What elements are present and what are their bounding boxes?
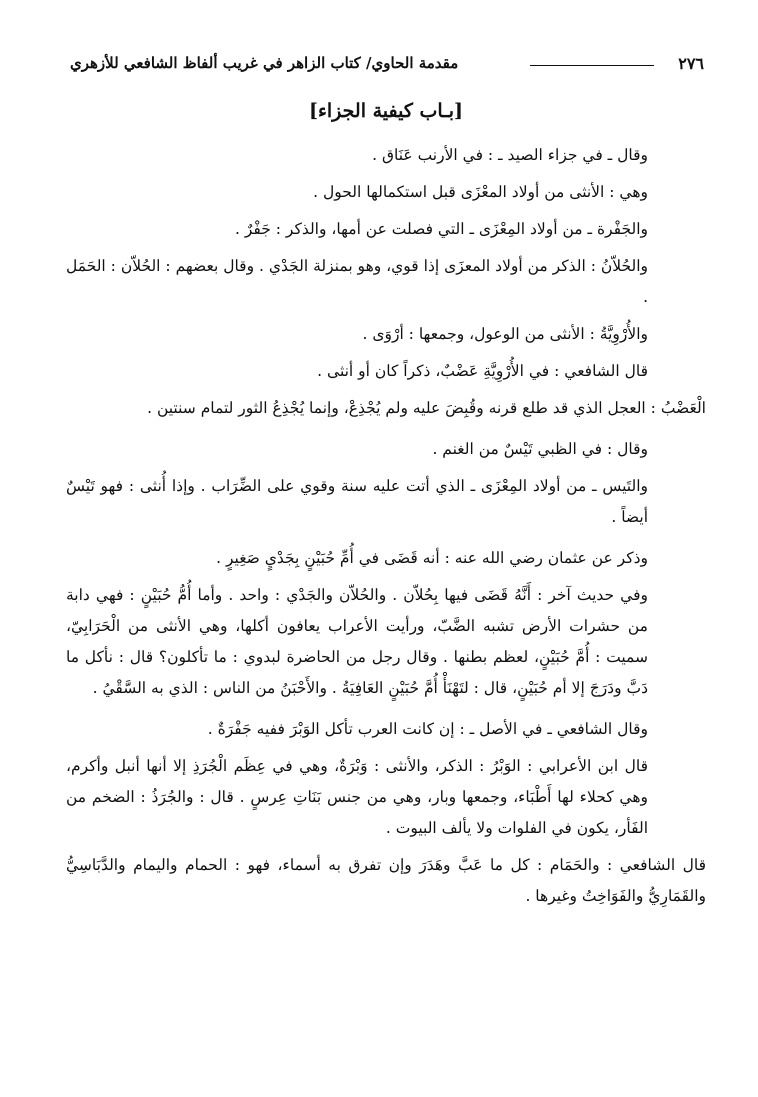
paragraph: الْعَضْبُ : العجل الذي قد طلع قرنه وقُبِضَ عليه ولم يُجْذِعْ، وإنما يُجْذِعُ الثور لتمام سنتين . [147, 399, 706, 417]
paragraph: والتَيس ـ من أولاد المِعْزَى ـ الذي أتت عليه سنة وقوي على الضِّرَاب . وإذا أُنثى : فهو تَيْسٌ أيضاً . [66, 477, 648, 526]
paragraph: والحُلاّنُ : الذكر من أولاد المعزَى إذا قوي، وهو بمنزلة الجَدْي . وقال بعضهم : الحُلاّن : الحَمَل . [66, 257, 648, 306]
running-header [66, 52, 706, 78]
paragraph: والجَفْرة ـ من أولاد المِعْزَى ـ التي فصلت عن أمها، والذكر : جَفْرٌ . [234, 220, 648, 238]
paragraph: وذكر عن عثمان رضي الله عنه : أنه قَضَى في أُمِّ حُبَيْنٍ بِجَدْيٍ صَغِيرٍ . [216, 549, 648, 567]
paragraph: قال ابن الأعرابي : الوَبْرُ : الذكر، والأنثى : وَبْرَةٌ، وهي في عِظَم الْجُرَذِ إلا أنها أنبل وأكرم، وهي كحلاء لها أَطْبَاء، وجمعها وبار، وهي من جنس بَنَاتِ عِرسٍ . قال : والجُرَذُ : الضخم من الفَأر، يكون في الفلوات ولا يألف البيوت . [66, 757, 648, 837]
paragraph: وفي حديث آخر : أَنَّهُ قَضَى فيها بِحُلاّن . والحُلاّن والجَدْي : واحد . وأما أُمُّ حُبَيْنٍ : فهي دابة من حشرات الأرض تشبه الضَّبّ، ورأيت الأعراب يعافون أكلها، وهي الأنثى من الْحَرَابِيّ، سميت : أُمَّ حُبَيْنٍ، لعظم بطنها . وقال رجل من الحاضرة لبدوي : ما تأكلون؟ قال : نأكل ما دَبَّ ودَرَجَ إلا أم حُبَيْنٍ، قال : لتَهْنَأْ أُمَّ حُبَيْنٍ العَافِيَةُ . والأَحْبَنُ من الناس : الذي به السَّقْيُ . [66, 586, 648, 697]
paragraph: وقال الشافعي ـ في الأصل ـ : إن كانت العرب تأكل الوَبْرَ ففيه جَفْرَةٌ . [207, 720, 648, 738]
document-page [66, 52, 706, 1052]
paragraph: وهي : الأنثى من أولاد المعْزَى قبل استكمالها الحول . [313, 183, 648, 201]
header-rule [530, 65, 654, 66]
paragraph: والأُرْوِيَّةُ : الأنثى من الوعول، وجمعها : أرْوَى . [362, 325, 648, 343]
paragraph: وقال : في الظبي تَيْسٌ من الغنم . [432, 440, 648, 458]
paragraph: وقال ـ في جزاء الصيد ـ : في الأرنب عَنَاق . [372, 146, 648, 164]
header-title: مقدمة الحاوي/ كتاب الزاهر في غريب ألفاظ الشافعي للأزهري [70, 54, 459, 72]
chapter-title: [بـاب كيفية الجزاء] [308, 100, 464, 122]
page-number: ٢٧٦ [678, 54, 704, 73]
paragraph: قال الشافعي : في الأُرْوِيَّةِ عَضْبٌ، ذكراً كان أو أنثى . [317, 362, 648, 380]
paragraph: قال الشافعي : والحَمَام : كل ما عَبَّ وهَدَرَ وإن تفرق به أسماء، فهو : الحمام واليمام والدَّبَاسِيُّ والقَمَارِيُّ والفَوَاخِتُ وغيرها . [66, 856, 706, 905]
